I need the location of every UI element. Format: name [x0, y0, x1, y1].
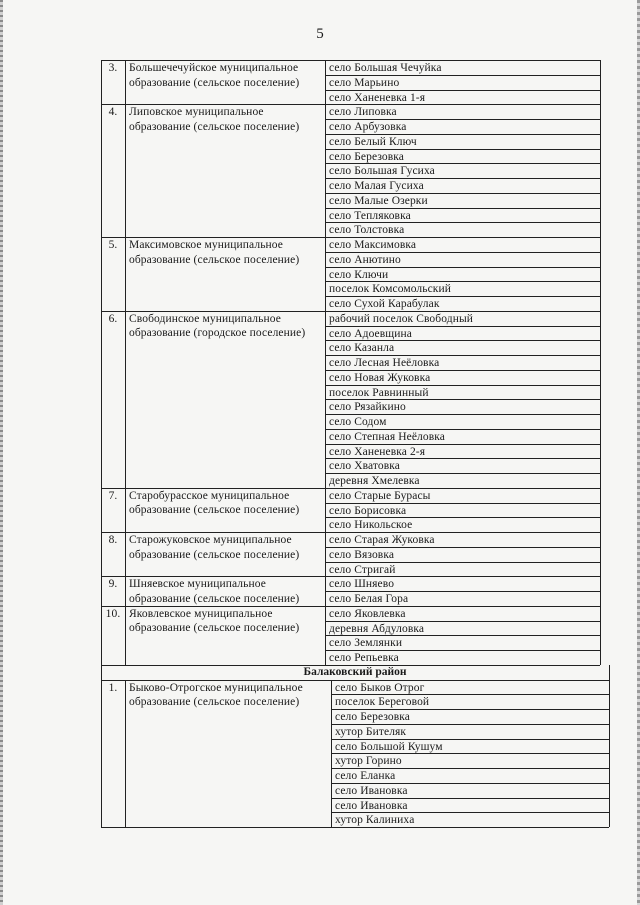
col-border-num	[125, 104, 126, 237]
col-border-num	[125, 532, 126, 576]
col-border-left	[101, 680, 102, 828]
settlement-cell: село Быков Отрог	[335, 681, 425, 694]
municipality-name: Липовское муниципальное образование (сельское поселение)	[129, 106, 300, 133]
row-number: 1.	[108, 681, 118, 694]
region-left-border	[101, 665, 102, 680]
settlement-cell: село Адоевщина	[329, 327, 412, 340]
settlement-cell: село Борисовка	[329, 504, 407, 517]
region-heading: Балаковский район	[303, 665, 407, 678]
settlement-cell: поселок Береговой	[335, 696, 430, 709]
settlement-cell: село Малые Озерки	[329, 194, 428, 207]
settlement-cell: село Яковлевка	[329, 607, 406, 620]
col-border-name	[325, 104, 326, 237]
region-right-border	[609, 665, 610, 680]
group-bottom-border	[101, 827, 609, 828]
settlement-cell: село Липовка	[329, 106, 397, 119]
col-border-left	[101, 104, 102, 237]
col-border-name	[325, 237, 326, 311]
settlement-cell: село Белый Ключ	[329, 135, 417, 148]
settlement-cell: село Белая Гора	[329, 593, 409, 605]
row-number: 5.	[108, 239, 118, 251]
col-border-name	[325, 311, 326, 488]
municipality-name: Шняевское муниципальное образование (сельское поселение)	[129, 578, 300, 605]
settlement-cell: село Содом	[329, 416, 387, 428]
settlement-cell: село Березовка	[335, 711, 410, 723]
settlement-cell: село Вязовка	[329, 548, 395, 561]
row-number: 9.	[108, 578, 118, 591]
row-number: 8.	[108, 534, 118, 546]
col-border-right	[600, 606, 601, 665]
col-border-left	[101, 488, 102, 532]
settlement-cell: хутор Калинихa	[335, 814, 415, 827]
municipality-name: Быково-Отрогское муниципальное образование (сельское поселение)	[129, 681, 303, 708]
col-border-right	[600, 104, 601, 237]
col-border-left	[101, 237, 102, 311]
settlement-cell: село Березовка	[329, 150, 404, 163]
settlement-cell: село Малая Гусиха	[329, 180, 424, 192]
settlement-cell: село Никольское	[329, 519, 413, 532]
settlement-cell: деревня Хмелевка	[329, 475, 420, 487]
col-border-name	[325, 532, 326, 576]
municipality-name: Свободинское муниципальное образование (городское поселение)	[129, 312, 306, 340]
municipality-name: Большечечуйское муниципальное образование (сельское поселение)	[129, 62, 300, 89]
settlement-cell: хутор Горино	[335, 755, 402, 768]
col-border-right	[600, 311, 601, 488]
municipality-name: Старобурасское муниципальное образование (сельское поселение)	[129, 489, 300, 517]
col-border-num	[125, 311, 126, 488]
settlement-cell: хутор Бителяк	[335, 725, 407, 738]
settlement-cell: село Ивановка	[335, 799, 408, 812]
col-border-right	[600, 60, 601, 104]
settlement-cell: село Арбузовка	[329, 121, 407, 133]
settlement-cell: село Новая Жуковка	[329, 371, 431, 384]
col-border-name	[325, 60, 326, 104]
col-border-right	[600, 532, 601, 576]
settlement-cell: село Степная Неёловка	[329, 430, 445, 443]
settlement-cell: поселок Комсомольский	[329, 283, 451, 296]
settlement-cell: село Максимовка	[329, 239, 417, 251]
settlement-cell: село Анютино	[329, 253, 401, 266]
settlement-cell: село Лесная Неёловка	[329, 357, 440, 369]
settlement-cell: поселок Равнинный	[329, 386, 429, 399]
row-number: 3.	[108, 62, 118, 74]
col-border-name	[325, 576, 326, 606]
settlement-cell: село Еланка	[335, 770, 396, 782]
col-border-name	[325, 606, 326, 665]
scan-edge-left	[0, 0, 3, 905]
settlement-cell: село Большая Чечуйка	[329, 62, 442, 74]
settlement-cell: село Шняево	[329, 578, 395, 591]
col-border-name	[325, 488, 326, 532]
col-border-left	[101, 532, 102, 576]
col-border-right	[609, 680, 610, 828]
col-border-right	[600, 237, 601, 311]
col-border-num	[125, 680, 126, 828]
settlement-cell: село Землянки	[329, 637, 403, 650]
settlement-cell: село Старые Бурасы	[329, 489, 431, 502]
col-border-right	[600, 488, 601, 532]
settlement-cell: село Большая Гусиха	[329, 165, 435, 178]
col-border-num	[125, 488, 126, 532]
settlement-cell: деревня Абдуловка	[329, 622, 425, 635]
col-border-left	[101, 606, 102, 665]
row-number: 6.	[108, 312, 118, 325]
col-border-num	[125, 60, 126, 104]
settlement-cell: село Толстовка	[329, 224, 405, 237]
settlement-cell: село Тепляковка	[329, 209, 411, 222]
col-border-num	[125, 606, 126, 665]
settlement-cell: село Ключи	[329, 268, 389, 281]
page-number: 5	[316, 26, 324, 42]
row-number: 10.	[105, 607, 121, 620]
col-border-num	[125, 237, 126, 311]
settlement-cell: село Репьевка	[329, 652, 399, 664]
col-border-left	[101, 576, 102, 606]
col-border-num	[125, 576, 126, 606]
row-number: 7.	[108, 489, 118, 502]
settlement-cell: село Казанла	[329, 342, 395, 355]
settlement-cell: село Сухой Карабулак	[329, 298, 440, 310]
settlement-cell: село Марьино	[329, 76, 400, 89]
settlement-cell: село Ивановка	[335, 784, 408, 797]
settlement-cell: село Хватовка	[329, 460, 400, 473]
settlement-cell: село Ханеневка 1-я	[329, 91, 426, 104]
settlement-cell: село Стригай	[329, 563, 396, 576]
settlement-cell: рабочий поселок Свободный	[329, 312, 474, 325]
row-number: 4.	[108, 106, 118, 119]
col-border-name	[331, 680, 332, 828]
settlement-cell: село Старая Жуковка	[329, 534, 435, 546]
col-border-left	[101, 311, 102, 488]
municipality-name: Максимовское муниципальное образование (сельское поселение)	[129, 239, 300, 266]
municipality-name: Старожуковское муниципальное образование (сельское поселение)	[129, 534, 300, 561]
settlement-cell: село Ханеневка 2-я	[329, 445, 426, 458]
settlement-cell: село Рязайкино	[329, 401, 406, 414]
settlement-cell: село Большой Кушум	[335, 740, 443, 753]
col-border-right	[600, 576, 601, 606]
municipality-name: Яковлевское муниципальное образование (сельское поселение)	[129, 607, 300, 635]
col-border-left	[101, 60, 102, 104]
